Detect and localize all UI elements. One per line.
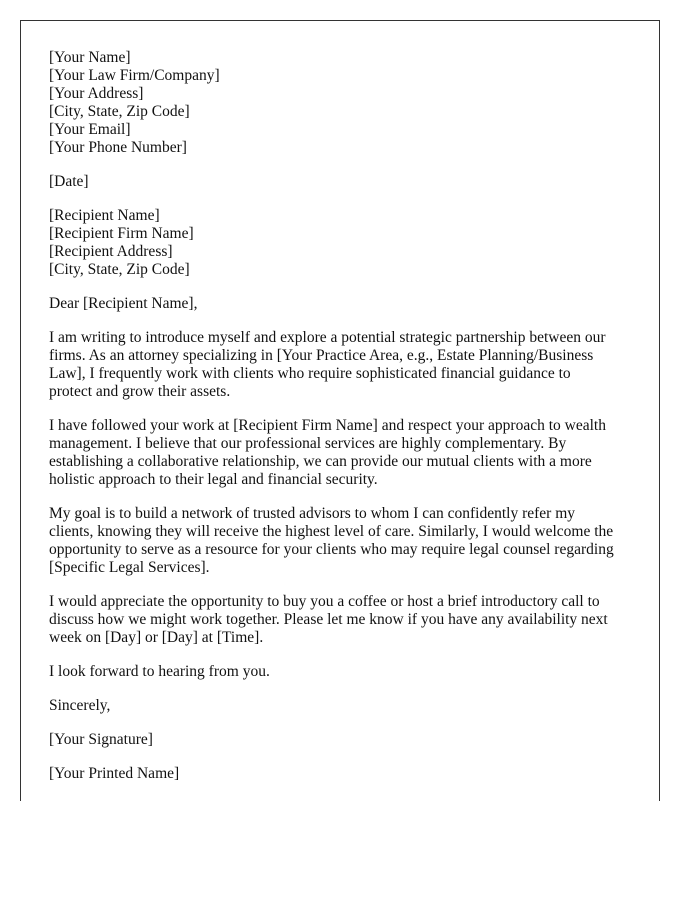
printed-name-text: [Your Printed Name] bbox=[49, 765, 180, 782]
sender-email: [Your Email] bbox=[49, 121, 131, 138]
recipient-name: [Recipient Name] bbox=[49, 207, 160, 224]
paragraph-line: discuss how we might work together. Please let me know if you have any availability next bbox=[49, 611, 608, 628]
recipient-address: [Recipient Address] bbox=[49, 243, 173, 260]
body-paragraph-1 bbox=[49, 329, 639, 401]
recipient-firm: [Recipient Firm Name] bbox=[49, 225, 194, 242]
closing-text: Sincerely, bbox=[49, 697, 111, 714]
paragraph-line: week on [Day] or [Day] at [Time]. bbox=[49, 629, 264, 646]
closing bbox=[49, 697, 639, 715]
recipient-address-block bbox=[49, 207, 639, 279]
paragraph-line: I am writing to introduce myself and explore a potential strategic partnership between our bbox=[49, 329, 606, 346]
salutation bbox=[49, 295, 639, 313]
letter-content bbox=[49, 49, 639, 799]
paragraph-line: firms. As an attorney specializing in [Your Practice Area, e.g., Estate Planning/Business bbox=[49, 347, 594, 364]
paragraph-line: I would appreciate the opportunity to buy you a coffee or host a brief introductory call to bbox=[49, 593, 600, 610]
signature bbox=[49, 731, 639, 749]
salutation-text: Dear [Recipient Name], bbox=[49, 295, 198, 312]
signature-text: [Your Signature] bbox=[49, 731, 153, 748]
paragraph-line: [Specific Legal Services]. bbox=[49, 559, 210, 576]
paragraph-line: management. I believe that our professional services are highly complementary. By bbox=[49, 435, 567, 452]
sender-name: [Your Name] bbox=[49, 49, 131, 66]
paragraph-line: I have followed your work at [Recipient Firm Name] and respect your approach to wealth bbox=[49, 417, 606, 434]
body-paragraph-2 bbox=[49, 417, 639, 489]
body-paragraph-4 bbox=[49, 593, 639, 647]
body-paragraph-3 bbox=[49, 505, 639, 577]
paragraph-line: I look forward to hearing from you. bbox=[49, 663, 270, 680]
body-paragraph-5 bbox=[49, 663, 639, 681]
letter-page bbox=[20, 20, 660, 801]
paragraph-line: opportunity to serve as a resource for your clients who may require legal counsel regarding bbox=[49, 541, 614, 558]
printed-name bbox=[49, 765, 639, 783]
paragraph-line: My goal is to build a network of trusted advisors to whom I can confidently refer my bbox=[49, 505, 576, 522]
paragraph-line: clients, knowing they will receive the highest level of care. Similarly, I would welcome the bbox=[49, 523, 614, 540]
sender-firm: [Your Law Firm/Company] bbox=[49, 67, 220, 84]
paragraph-line: protect and grow their assets. bbox=[49, 383, 231, 400]
paragraph-line: Law], I frequently work with clients who require sophisticated financial guidance to bbox=[49, 365, 571, 382]
sender-address-block bbox=[49, 49, 639, 157]
date-block bbox=[49, 173, 639, 191]
paragraph-line: holistic approach to their legal and financial security. bbox=[49, 471, 378, 488]
letter-date: [Date] bbox=[49, 173, 89, 190]
sender-phone: [Your Phone Number] bbox=[49, 139, 187, 156]
recipient-city-state-zip: [City, State, Zip Code] bbox=[49, 261, 190, 278]
sender-city-state-zip: [City, State, Zip Code] bbox=[49, 103, 190, 120]
sender-address: [Your Address] bbox=[49, 85, 144, 102]
paragraph-line: establishing a collaborative relationship, we can provide our mutual clients with a more bbox=[49, 453, 592, 470]
